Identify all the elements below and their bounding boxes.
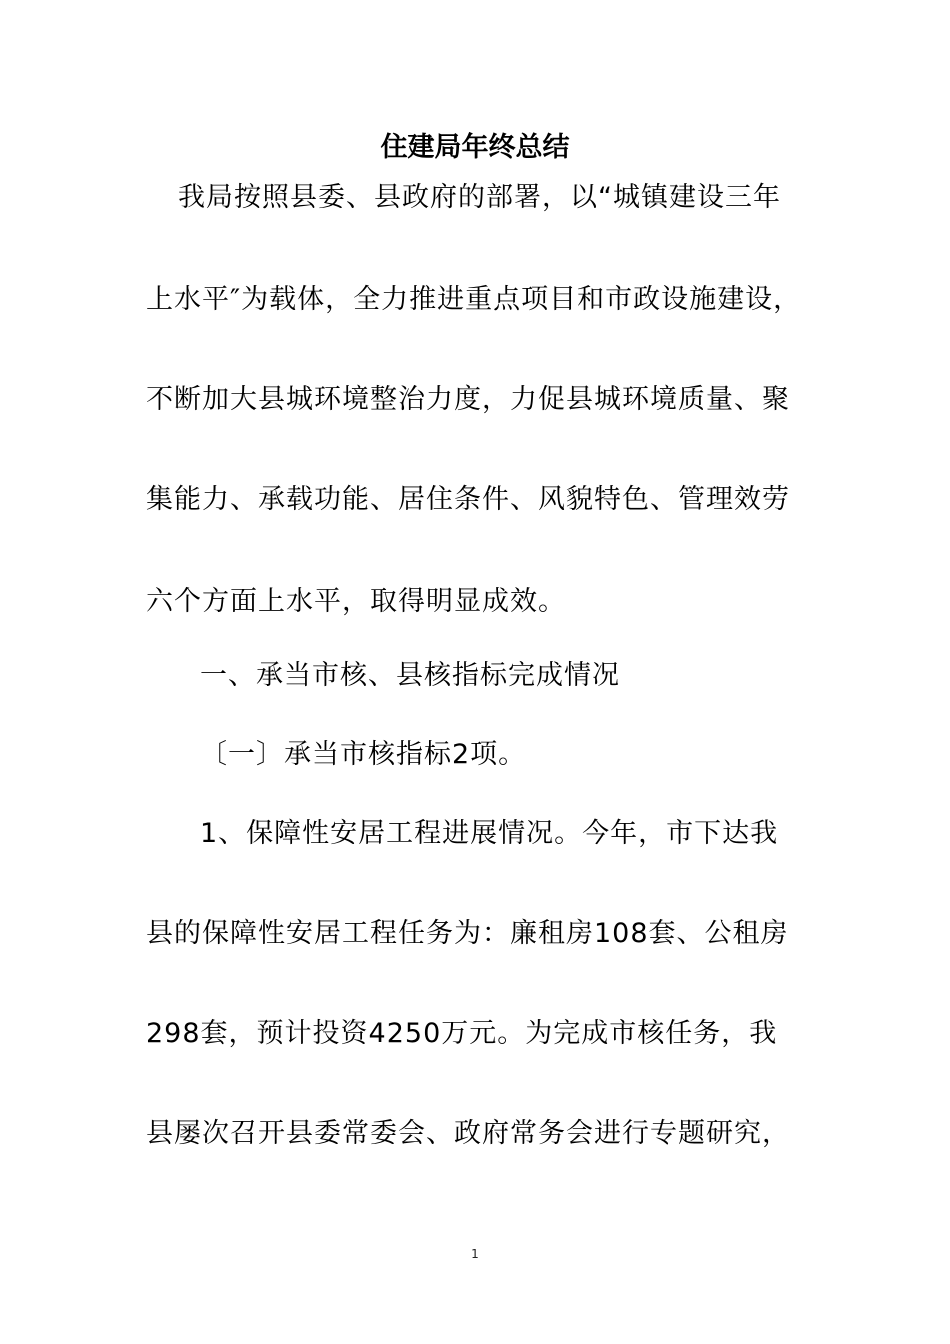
paragraph-line-7: 县的保障性安居工程任务为：廉租房108套、公租房	[146, 918, 789, 949]
paragraph-line-4: 集能力、承载功能、居住条件、风貌特色、管理效劳	[146, 484, 790, 515]
paragraph-line-8: 298套，预计投资4250万元。为完成市核任务，我	[146, 1018, 778, 1049]
paragraph-line-5: 六个方面上水平，取得明显成效。	[146, 586, 566, 617]
section-heading-1: 一、承当市核、县核指标完成情况	[200, 660, 620, 691]
document-title: 住建局年终总结	[380, 132, 570, 163]
page-number: 1	[471, 1247, 479, 1261]
paragraph-line-6: 1、保障性安居工程进展情况。今年，市下达我	[200, 818, 779, 849]
paragraph-line-1: 我局按照县委、县政府的部署，以“城镇建设三年	[178, 182, 781, 213]
paragraph-line-2: 上水平″为载体，全力推进重点项目和市政设施建设，	[146, 284, 802, 315]
paragraph-line-3: 不断加大县城环境整治力度，力促县城环境质量、聚	[146, 384, 790, 415]
subsection-heading-1: 〔一〕承当市核指标2项。	[200, 739, 527, 770]
paragraph-line-9: 县屡次召开县委常委会、政府常务会进行专题研究，	[146, 1118, 790, 1149]
